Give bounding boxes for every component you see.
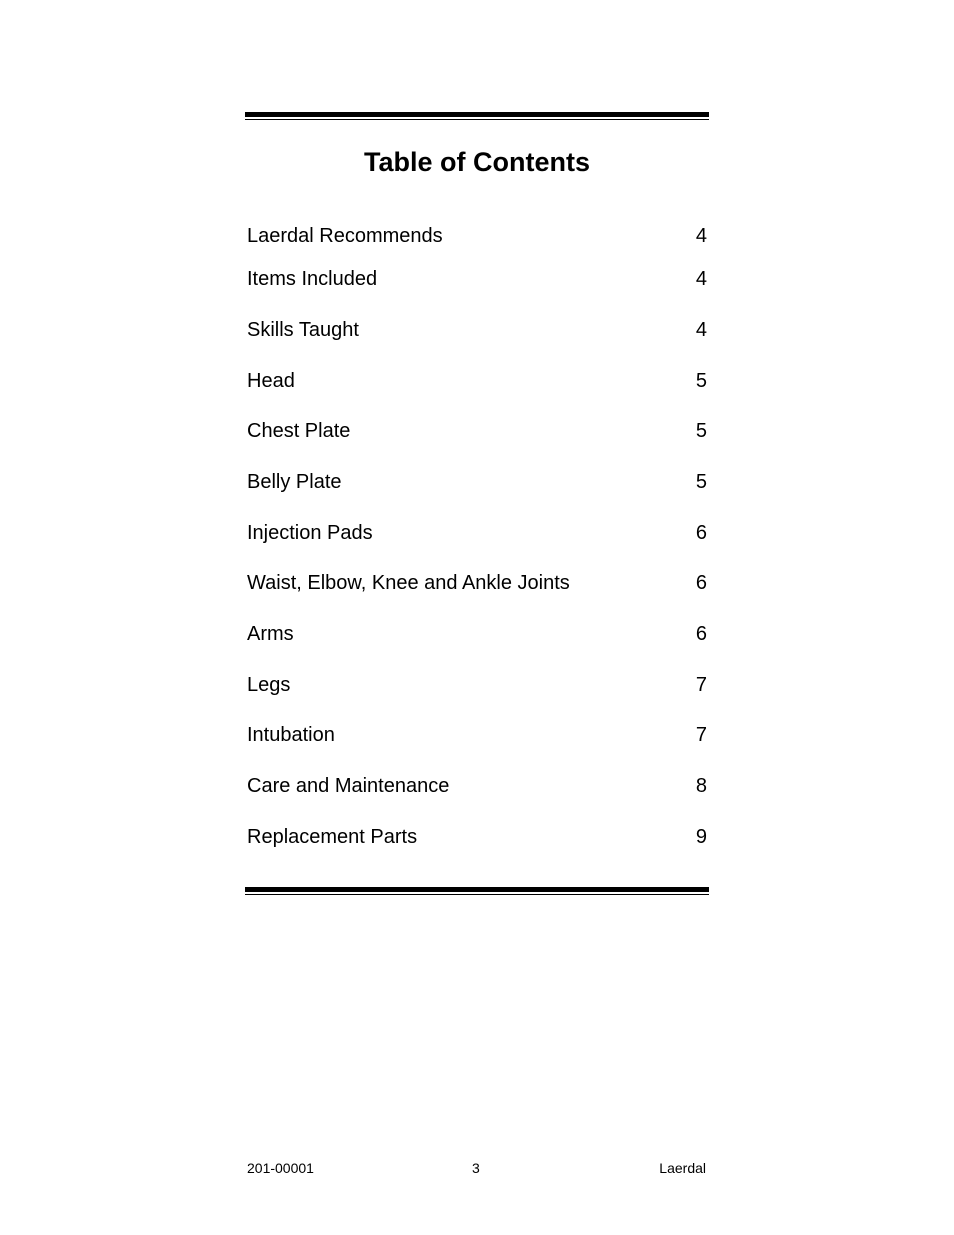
toc-entry-label: Belly Plate: [247, 471, 342, 493]
toc-entry: [247, 417, 707, 445]
toc-entry: [247, 265, 707, 293]
toc-entry-label: Chest Plate: [247, 420, 351, 442]
toc-entry: [247, 316, 707, 344]
toc-entry: [247, 823, 707, 851]
toc-entry-page: 5: [695, 370, 707, 392]
toc-entry-label: Laerdal Recommends: [247, 225, 443, 247]
toc-entry-page: 5: [695, 420, 707, 442]
toc-entry-label: Replacement Parts: [247, 826, 418, 848]
toc-entry-page: 9: [695, 826, 707, 848]
toc-entry-page: 6: [695, 572, 707, 594]
toc-entry-label: Waist, Elbow, Knee and Ankle Joints: [247, 572, 570, 594]
bottom-double-rule: [245, 887, 709, 895]
toc-entry-page: 6: [695, 623, 707, 645]
toc-entry-page: 4: [695, 268, 707, 290]
toc-entry-label: Head: [247, 370, 295, 392]
toc-entry: [247, 671, 707, 699]
toc-entry: [247, 468, 707, 496]
toc-entry-page: 6: [695, 522, 707, 544]
toc-entry-page: 7: [695, 674, 707, 696]
toc-entry-label: Intubation: [247, 724, 335, 746]
footer-doc-number: 201-00001: [247, 1160, 314, 1176]
page-title: Table of Contents: [364, 147, 590, 177]
toc-entry-label: Skills Taught: [247, 319, 359, 341]
toc-entry-label: Injection Pads: [247, 522, 373, 544]
toc-entry-page: 8: [695, 775, 707, 797]
toc-entry-label: Care and Maintenance: [247, 775, 450, 797]
footer-brand: Laerdal: [659, 1160, 706, 1176]
toc-entry: [247, 721, 707, 749]
toc-entry: [247, 620, 707, 648]
toc-entry-page: 5: [695, 471, 707, 493]
toc-entry-label: Arms: [247, 623, 294, 645]
toc-entry-page: 7: [695, 724, 707, 746]
toc-entry-page: 4: [695, 319, 707, 341]
toc-entry: [247, 772, 707, 800]
top-double-rule: [245, 112, 709, 120]
toc-entry-page: 4: [695, 225, 707, 247]
toc-entry: [247, 519, 707, 547]
footer-page-number: 3: [472, 1160, 480, 1176]
toc-entry: [247, 367, 707, 395]
toc-entry-label: Items Included: [247, 268, 378, 290]
toc-entry: [247, 222, 707, 250]
toc-entry: [247, 569, 707, 597]
toc-entry-label: Legs: [247, 674, 291, 696]
